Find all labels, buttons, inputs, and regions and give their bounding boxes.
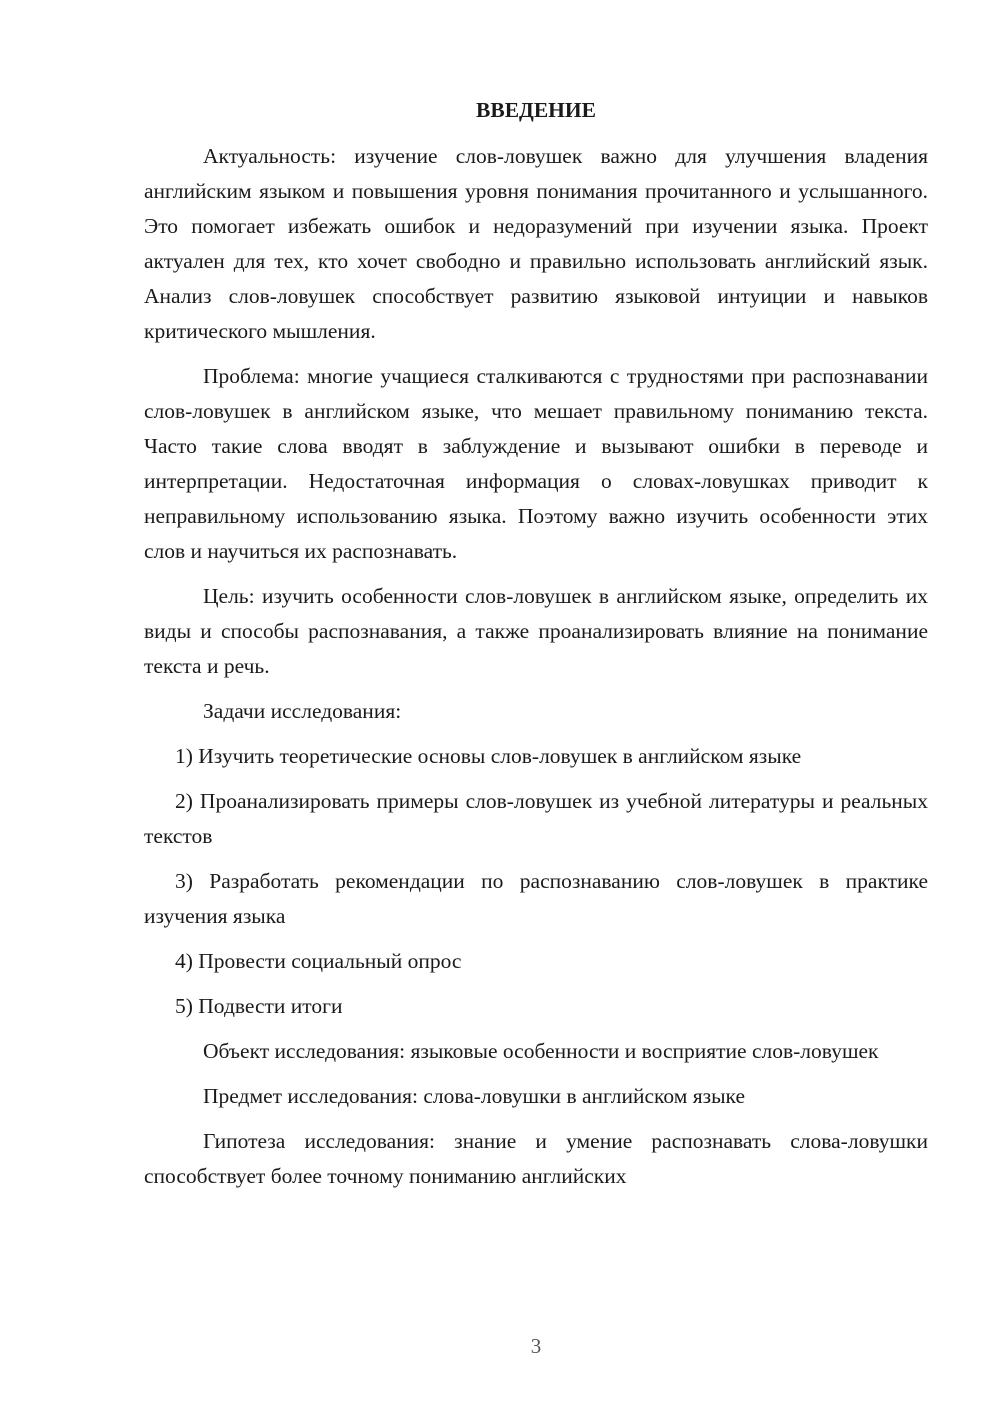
paragraph-tasks-intro: Задачи исследования: <box>203 699 402 723</box>
task-item-1: 1) Изучить теоретические основы слов-ловушек в английском языке <box>175 744 802 768</box>
paragraph-problem: Проблема: многие учащиеся сталкиваются с трудностями при распознавании слов-ловушек в английском языке, что мешает правильному пониманию текста. Часто такие слова вводят в заблуждение и вызывают ошибки в переводе и интерпретации. Недостаточная информация о словах-ловушках приводит к неправильному использованию языка. Поэтому важно изучить особенности этих слов и научиться их распознавать. <box>144 364 928 563</box>
task-item-3: 3) Разработать рекомендации по распознаванию слов-ловушек в практике изучения языка <box>144 869 928 928</box>
paragraph-object: Объект исследования: языковые особенности и восприятие слов-ловушек <box>203 1039 879 1063</box>
page-number: 3 <box>530 1334 542 1358</box>
paragraph-subject: Предмет исследования: слова-ловушки в английском языке <box>203 1084 745 1108</box>
task-item-5: 5) Подвести итоги <box>175 994 343 1018</box>
text-column <box>144 95 928 1204</box>
paragraph-goal: Цель: изучить особенности слов-ловушек в английском языке, определить их виды и способы распознавания, а также проанализировать влияние на понимание текста и речь. <box>144 584 928 678</box>
paragraph-hypothesis: Гипотеза исследования: знание и умение распознавать слова-ловушки способствует более точному пониманию английских <box>144 1129 928 1188</box>
paragraph-relevance: Актуальность: изучение слов-ловушек важно для улучшения владения английским языком и повышения уровня понимания прочитанного и услышанного. Это помогает избежать ошибок и недоразумений при изучении языка. Проект актуален для тех, кто хочет свободно и правильно использовать английский язык. Анализ слов-ловушек способствует развитию языковой интуиции и навыков критического мышления. <box>144 144 928 343</box>
task-item-4: 4) Провести социальный опрос <box>175 949 462 973</box>
task-item-2: 2) Проанализировать примеры слов-ловушек из учебной литературы и реальных текстов <box>144 789 928 848</box>
section-heading: ВВЕДЕНИЕ <box>476 98 596 122</box>
